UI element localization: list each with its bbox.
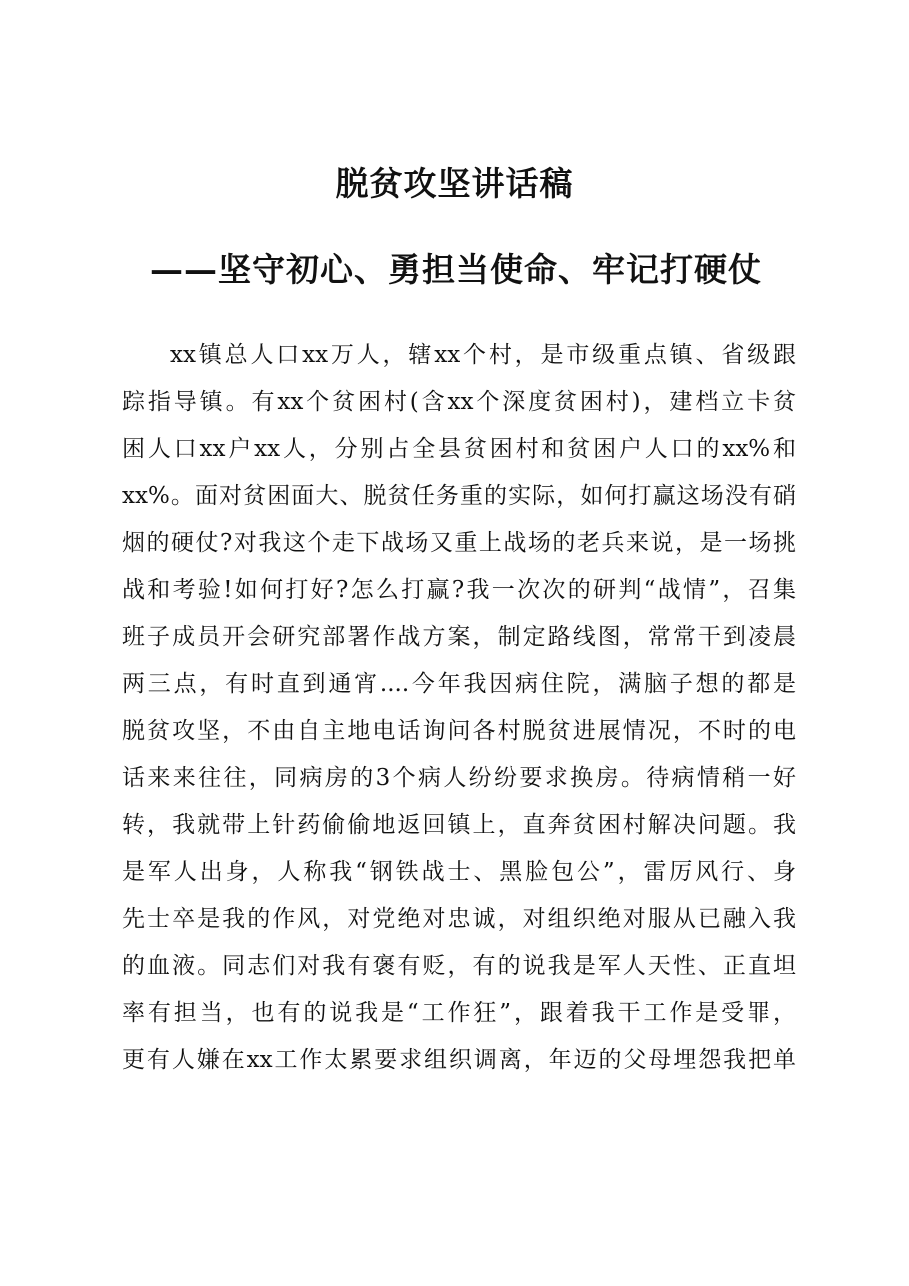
paragraph-line: 先士卒是我的作风，对党绝对忠诚，对组织绝对服从已融入我 [122, 906, 796, 932]
paragraph-line: 话来来往往，同病房的3个病人纷纷要求换房。待病情稍一好 [122, 765, 796, 791]
paragraph-line: 烟的硬仗?对我这个走下战场又重上战场的老兵来说，是一场挑 [122, 530, 796, 556]
document-subtitle: ——坚守初心、勇担当使命、牢记打硬仗 [150, 250, 762, 289]
paragraph-line: 班子成员开会研究部署作战方案，制定路线图，常常干到凌晨 [122, 624, 796, 650]
paragraph-line: 更有人嫌在xx工作太累要求组织调离，年迈的父母埋怨我把单 [122, 1047, 796, 1073]
paragraph-line: 两三点，有时直到通宵....今年我因病住院，满脑子想的都是 [122, 671, 796, 697]
paragraph-line: xx%。面对贫困面大、脱贫任务重的实际，如何打赢这场没有硝 [122, 483, 796, 509]
paragraph-line: 是军人出身，人称我“钢铁战士、黑脸包公”，雷厉风行、身 [122, 859, 796, 885]
paragraph-line: 战和考验!如何打好?怎么打赢?我一次次的研判“战情”，召集 [122, 577, 796, 603]
paragraph-line: 踪指导镇。有xx个贫困村(含xx个深度贫困村)，建档立卡贫 [122, 389, 796, 415]
paragraph-line: xx镇总人口xx万人，辖xx个村，是市级重点镇、省级跟 [170, 342, 796, 368]
paragraph-line: 脱贫攻坚，不由自主地电话询问各村脱贫进展情况，不时的电 [122, 718, 796, 744]
paragraph-line: 困人口xx户xx人，分别占全县贫困村和贫困户人口的xx%和 [122, 436, 796, 462]
paragraph-line: 率有担当，也有的说我是“工作狂”，跟着我干工作是受罪， [122, 1000, 796, 1026]
paragraph-line: 的血液。同志们对我有褒有贬，有的说我是军人天性、正直坦 [122, 953, 796, 979]
paragraph-line: 转，我就带上针药偷偷地返回镇上，直奔贫困村解决问题。我 [122, 812, 796, 838]
body-paragraph [122, 332, 796, 1084]
document-title: 脱贫攻坚讲话稿 [335, 164, 574, 203]
